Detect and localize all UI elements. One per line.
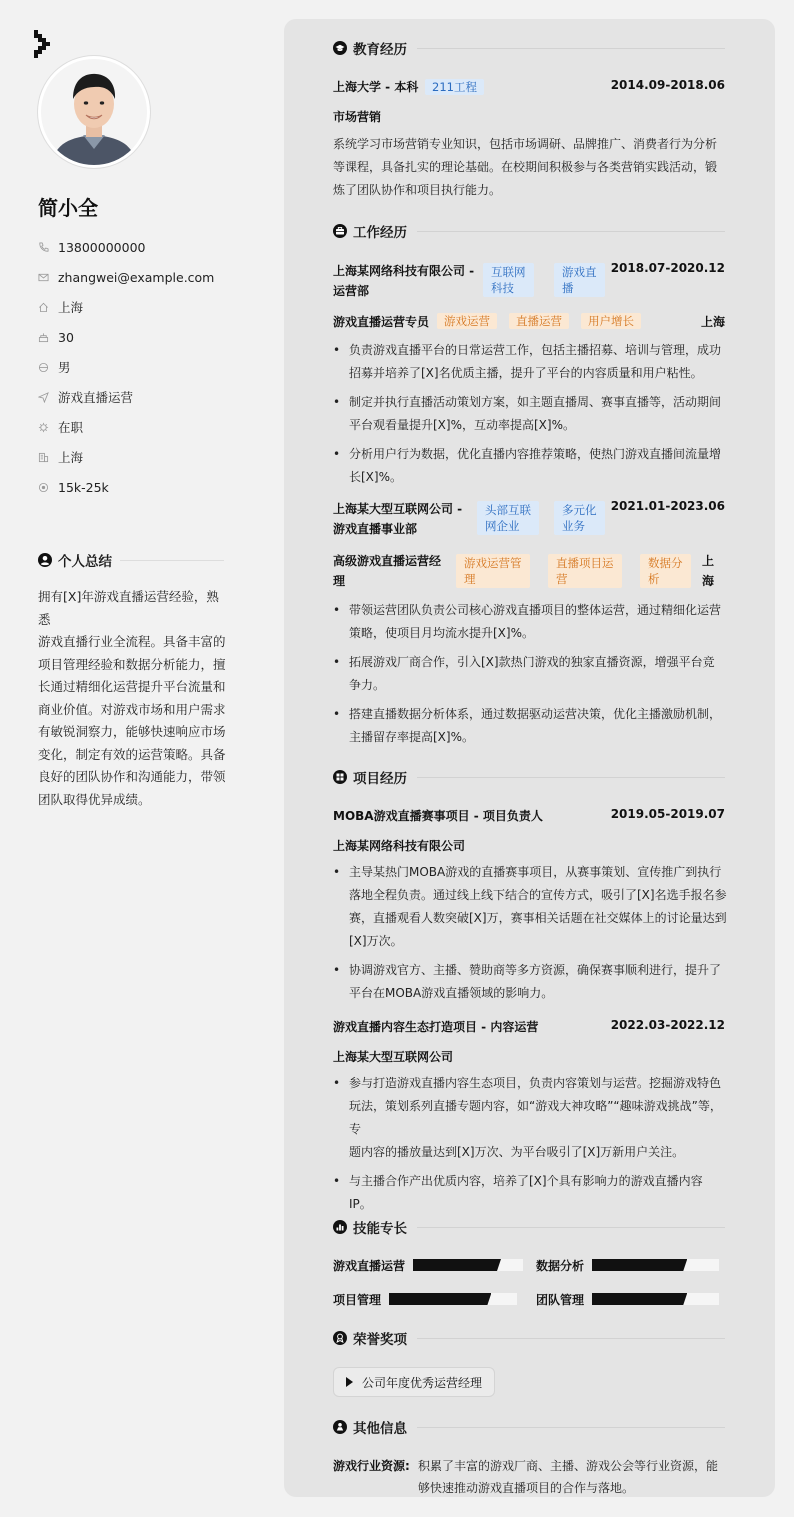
age-icon — [38, 332, 58, 343]
other-line: 够快速推动游戏直播项目的合作与落地。 — [418, 1481, 635, 1495]
list-item — [333, 391, 733, 437]
salary-icon — [38, 482, 58, 493]
projects-title-text: 项目经历 — [353, 771, 407, 787]
divider — [417, 1227, 725, 1228]
bullet-line: 协调游戏官方、主播、赞助商等多方资源，确保赛事顺利进行，提升了 — [349, 963, 722, 977]
skill-bar-fill — [592, 1293, 687, 1305]
bullet-line: 负责游戏直播平台的日常运营工作，包括主播招募、培训与管理，成功 — [349, 343, 722, 357]
tag-line: 业务 — [562, 519, 585, 533]
logo-icon — [34, 30, 54, 58]
other-section-title — [333, 1417, 725, 1437]
list-item — [333, 861, 733, 953]
tag-line: 游戏运营管 — [464, 556, 522, 570]
bullet-line: 平台观看量提升[X]%，互动率提高[X]%。 — [349, 418, 575, 432]
location-line: 海 — [702, 574, 715, 588]
divider — [120, 560, 224, 561]
info-value: 男 — [58, 360, 71, 375]
briefcase-icon — [333, 224, 347, 238]
job1-role-tag: 直播运营 — [509, 313, 569, 329]
summary-line: 长通过精细化运营提升平台流量和 — [38, 679, 226, 694]
phone-icon — [38, 242, 58, 253]
education-description — [333, 133, 733, 202]
info-job-target — [38, 382, 258, 412]
job1-date: 2018.07-2020.12 — [610, 261, 725, 275]
job2-company-line: 上海某大型互联网公司 - — [333, 502, 463, 516]
bullet-line: 招募并培养了[X]名优质主播，提升了平台的内容质量和用户粘性。 — [349, 366, 703, 380]
tag-line: 理 — [464, 572, 476, 586]
job1-company — [333, 261, 474, 301]
work-section-title — [333, 221, 725, 241]
divider — [417, 1427, 725, 1428]
job2-company-line: 游戏直播事业部 — [333, 522, 418, 536]
job2-company — [333, 499, 462, 539]
other-title-text: 其他信息 — [353, 1421, 407, 1437]
project1-date: 2019.05-2019.07 — [610, 807, 725, 821]
home-icon — [38, 302, 58, 313]
summary-line: 团队取得优异成绩。 — [38, 791, 151, 807]
other-text — [418, 1455, 728, 1499]
summary-line: 良好的团队协作和沟通能力，带领 — [38, 769, 226, 784]
honors-section-title — [333, 1328, 725, 1348]
job1-role-tag: 游戏运营 — [437, 313, 497, 329]
school-tag: 211工程 — [425, 79, 484, 95]
info-value: 游戏直播运营 — [58, 390, 134, 405]
job2-tag-business — [554, 501, 605, 535]
skill-name: 数据分析 — [536, 1259, 585, 1273]
tag-line: 播 — [562, 281, 574, 295]
bullet-line: [X]万次。 — [349, 934, 403, 948]
award-icon — [333, 1331, 347, 1345]
info-gender — [38, 352, 258, 382]
summary-line: 游戏直播行业全流程。具备丰富的 — [38, 634, 226, 649]
divider — [417, 48, 725, 49]
list-item — [333, 703, 733, 749]
bar-chart-icon — [333, 1220, 347, 1234]
tag-line: 网企业 — [485, 519, 520, 533]
list-item — [333, 443, 733, 489]
project1-bullets — [333, 861, 733, 1011]
info-value: 在职 — [58, 420, 84, 435]
project2-date: 2022.03-2022.12 — [610, 1018, 725, 1032]
info-value: 上海 — [58, 300, 84, 315]
list-item — [333, 1170, 733, 1216]
tag-line: 营 — [556, 572, 568, 586]
tag-line: 头部互联 — [485, 503, 531, 517]
skill-bar — [592, 1259, 719, 1271]
major-name: 市场营销 — [333, 110, 382, 124]
bullet-line: 参与打造游戏直播内容生态项目，负责内容策划与运营。挖掘游戏特色 — [349, 1076, 722, 1090]
info-value: 15k-25k — [58, 479, 109, 495]
list-item — [333, 339, 733, 385]
bullet-line: 平台在MOBA游戏直播领域的影响力。 — [349, 986, 554, 1000]
job1-bullets — [333, 339, 733, 495]
tag-line: 科技 — [491, 281, 514, 295]
bullet-line: 争力。 — [349, 678, 386, 692]
info-email — [38, 262, 258, 292]
job1-role: 游戏直播运营专员 — [333, 315, 430, 329]
summary-line: 有敏锐洞察力，能够快速响应市场 — [38, 724, 226, 739]
tag-line: 析 — [648, 572, 660, 586]
job2-tag-company — [477, 501, 539, 535]
work-title-text: 工作经历 — [353, 225, 407, 241]
location-line: 上 — [702, 554, 715, 568]
role-line: 高级游戏直播运营经 — [333, 554, 442, 568]
graduation-cap-icon — [333, 41, 347, 55]
skill-bar — [413, 1259, 523, 1271]
gender-icon — [38, 362, 58, 373]
job1-role-tag: 用户增长 — [581, 313, 641, 329]
skill-name: 团队管理 — [536, 1293, 585, 1307]
info-salary — [38, 472, 258, 502]
info-value: 上海 — [58, 450, 84, 465]
status-icon — [38, 422, 58, 433]
bullet-line: 赛，直播观看人数突破[X]万，赛事相关话题在社交媒体上的讨论量达到 — [349, 911, 727, 925]
list-item — [333, 599, 733, 645]
tag-line: 多元化 — [562, 503, 597, 517]
resume-main-card — [284, 19, 775, 1497]
job2-date: 2021.01-2023.06 — [610, 499, 725, 513]
bullet-line: 长[X]%。 — [349, 470, 402, 484]
project1-org: 上海某网络科技有限公司 — [333, 839, 466, 853]
summary-section-title — [38, 550, 224, 570]
role-line: 理 — [333, 574, 346, 588]
list-item — [333, 651, 733, 697]
divider — [417, 1338, 725, 1339]
skill-bar-fill — [389, 1293, 491, 1305]
summary-text — [38, 586, 228, 811]
skill-bar-fill — [592, 1259, 687, 1271]
info-status — [38, 412, 258, 442]
candidate-name: 简小全 — [38, 196, 98, 220]
edu-line: 炼了团队协作和项目执行能力。 — [333, 183, 502, 197]
skills-title-text: 技能专长 — [353, 1221, 407, 1237]
job2-location — [702, 551, 714, 591]
job2-role-tag — [640, 554, 691, 588]
divider — [417, 231, 725, 232]
other-line: 积累了丰富的游戏厂商、主播、游戏公会等行业资源，能 — [418, 1459, 719, 1473]
bullet-line: 题内容的播放量达到[X]万次、为平台吸引了[X]万新用户关注。 — [349, 1145, 685, 1159]
list-item — [333, 959, 733, 1005]
award-item[interactable] — [333, 1367, 495, 1397]
project2-org: 上海某大型互联网公司 — [333, 1050, 454, 1064]
user-circle-icon — [38, 553, 52, 567]
skill-bar — [389, 1293, 517, 1305]
projects-section-title — [333, 767, 725, 787]
bullet-line: 玩法，策划系列直播专题内容，如“游戏大神攻略”“趣味游戏挑战”等，专 — [349, 1099, 722, 1136]
play-icon — [346, 1377, 353, 1387]
job2-role-tag — [456, 554, 530, 588]
job1-company-line: 上海某网络科技有限公司 - — [333, 264, 475, 278]
send-icon — [38, 392, 58, 403]
tag-line: 直播项目运 — [556, 556, 614, 570]
info-phone — [38, 232, 258, 262]
bullet-line: 与主播合作产出优质内容，培养了[X]个具有影响力的游戏直播内容 — [349, 1174, 703, 1188]
divider — [417, 777, 725, 778]
bullet-line: 制定并执行直播活动策划方案，如主题直播周、赛事直播等，活动期间 — [349, 395, 722, 409]
skill-bar-fill — [413, 1259, 501, 1271]
skill-name: 项目管理 — [333, 1293, 382, 1307]
job1-location: 上海 — [700, 315, 725, 329]
award-text: 公司年度优秀运营经理 — [362, 1375, 483, 1390]
left-column — [0, 0, 284, 1517]
summary-line: 拥有[X]年游戏直播运营经验，熟悉 — [38, 589, 219, 627]
job2-role — [333, 551, 441, 591]
summary-line: 项目管理经验和数据分析能力，擅 — [38, 656, 226, 672]
info-city — [38, 292, 258, 322]
info-value: 30 — [58, 329, 74, 345]
bullet-line: IP。 — [349, 1197, 372, 1211]
job1-tag-industry — [483, 263, 534, 297]
job1-tag-field — [554, 263, 605, 297]
bullet-line: 主播留存率提高[X]%。 — [349, 730, 474, 744]
avatar-photo — [41, 59, 147, 165]
tag-line: 互联网 — [491, 265, 526, 279]
info-age — [38, 322, 258, 352]
bullet-line: 落地全程负责。通过线上线下结合的宣传方式，吸引了[X]名选手报名参 — [349, 888, 727, 902]
building-icon — [38, 452, 58, 463]
skill-name: 游戏直播运营 — [333, 1259, 406, 1273]
avatar — [38, 56, 150, 168]
grid-icon — [333, 770, 347, 784]
job2-role-tag — [548, 554, 622, 588]
info-work-city — [38, 442, 258, 472]
people-icon — [333, 1420, 347, 1434]
summary-line: 变化，制定有效的运营策略。具备 — [38, 746, 226, 762]
project1-name: MOBA游戏直播赛事项目 - 项目负责人 — [333, 809, 543, 823]
email-icon — [38, 272, 58, 283]
job2-bullets — [333, 599, 733, 755]
job1-company-line: 运营部 — [333, 284, 370, 298]
education-section-title — [333, 38, 725, 58]
education-date: 2014.09-2018.06 — [610, 78, 725, 92]
school-name: 上海大学 - 本科 — [333, 80, 419, 94]
project2-name: 游戏直播内容生态打造项目 - 内容运营 — [333, 1020, 539, 1034]
tag-line: 数据分 — [648, 556, 683, 570]
summary-title-text: 个人总结 — [58, 554, 112, 570]
bullet-line: 分析用户行为数据，优化直播内容推荐策略，使热门游戏直播间流量增 — [349, 447, 722, 461]
bullet-line: 搭建直播数据分析体系，通过数据驱动运营决策，优化主播激励机制， — [349, 707, 722, 721]
bullet-line: 策略，使项目月均流水提升[X]%。 — [349, 626, 534, 640]
skill-bar — [592, 1293, 719, 1305]
project2-bullets — [333, 1072, 733, 1222]
education-title-text: 教育经历 — [353, 42, 407, 58]
bullet-line: 主导某热门MOBA游戏的直播赛事项目，从赛事策划、宣传推广到执行 — [349, 865, 722, 879]
summary-line: 商业价值。对游戏市场和用户需求 — [38, 701, 226, 717]
honors-title-text: 荣誉奖项 — [353, 1332, 407, 1348]
tag-line: 游戏直 — [562, 265, 597, 279]
bullet-line: 带领运营团队负责公司核心游戏直播项目的整体运营，通过精细化运营 — [349, 603, 722, 617]
contact-info-list — [38, 232, 258, 502]
edu-line: 等课程，具备扎实的理论基础。在校期间积极参与各类营销实践活动，锻 — [333, 160, 718, 174]
other-label: 游戏行业资源: — [333, 1459, 410, 1473]
edu-line: 系统学习市场营销专业知识，包括市场调研、品牌推广、消费者行为分析 — [333, 137, 718, 151]
bullet-line: 拓展游戏厂商合作，引入[X]款热门游戏的独家直播资源，增强平台竞 — [349, 655, 715, 669]
info-value: zhangwei@example.com — [58, 269, 215, 285]
list-item — [333, 1072, 733, 1164]
info-value: 13800000000 — [58, 239, 146, 255]
skills-section-title — [333, 1217, 725, 1237]
